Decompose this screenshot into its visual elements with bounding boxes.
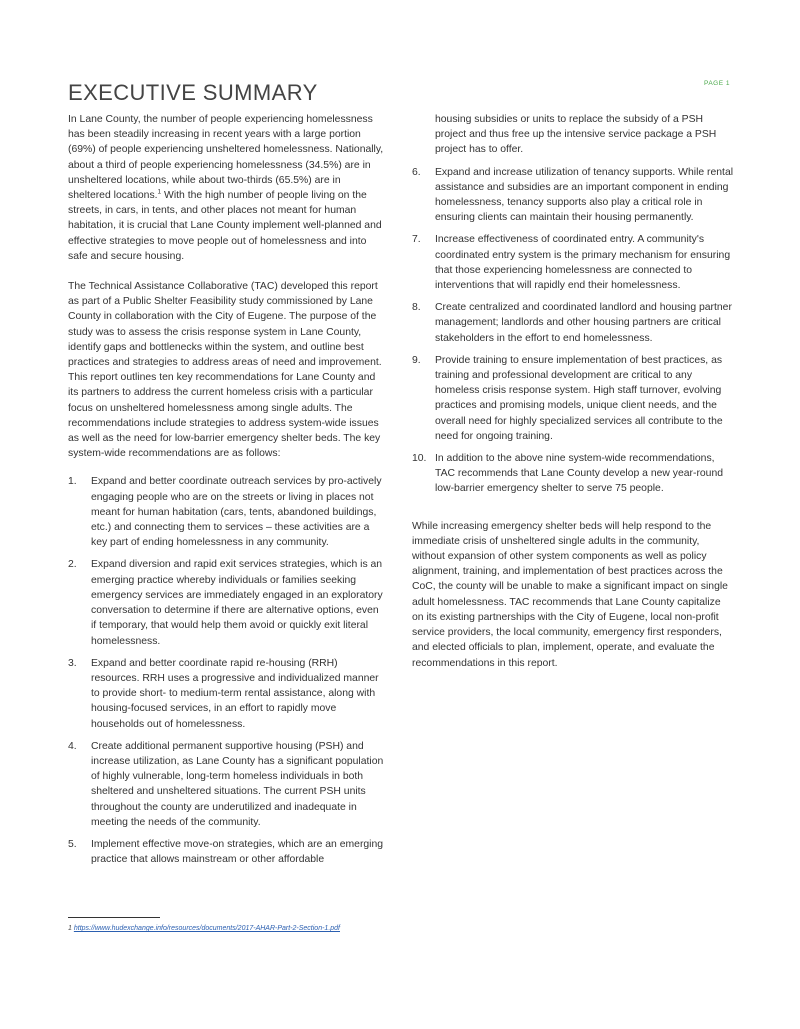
recommendation-text: Increase effectiveness of coordinated entry. A community's coordinated entry system is the primary mechanism for ensuring that those experiencing homelessness are connected to interventions that will rapidly end their homelessness. [435, 234, 731, 292]
recommendation-number: 1. [68, 476, 77, 488]
recommendations-list-left [68, 474, 386, 867]
intro-paragraph-1-text: In Lane County, the number of people experiencing homelessness has been steadily increasing in recent years with a large portion (69%) of people experiencing unsheltered homelessness. Nationally, about a third of people experiencing homelessness (34.5%) are in unsheltered locations, while about two-thirds (65.5%) are in sheltered locations. [68, 114, 384, 202]
recommendation-text: Expand and better coordinate rapid re-housing (RRH) resources. RRH uses a progressive and individualized manner to provide short- to medium-term rental assistance, along with housing-focused services, in an effort to rapidly move households out of homelessness. [91, 657, 379, 730]
footnote-link[interactable]: https://www.hudexchange.info/resources/documents/2017-AHAR-Part-2-Section-1.pdf [73, 925, 340, 932]
recommendation-text: Expand and increase utilization of tenancy supports. While rental assistance and subsidies are an important component in ending homelessness, tenancy supports also play a critical role in ensuring clients can maintain their housing permanently. [435, 166, 734, 224]
left-column [68, 112, 386, 874]
footnote-reference[interactable]: 1 [157, 188, 162, 196]
recommendation-number: 2. [68, 559, 77, 571]
recommendation-text: Create centralized and coordinated landlord and housing partner management; landlords and other housing partners are critical stakeholders in the effort to end homelessness. [435, 302, 732, 344]
page-title: EXECUTIVE SUMMARY [68, 80, 318, 105]
recommendation-item [412, 300, 734, 346]
recommendation-number: 3. [68, 657, 77, 669]
closing-paragraph: While increasing emergency shelter beds will help respond to the immediate crisis of unsheltered single adults in the community, without expansion of other system components as well as policy alignment, training, and implementation of best practices across the CoC, the county will be unable to make a significant impact on single adult homelessness. TAC recommends that Lane County capitalize on its existing partnerships with the City of Eugene, local non-profit service providers, the local community, emergency first responders, and elected officials to plan, implement, operate, and evaluate the recommendations in this report. [412, 520, 728, 669]
recommendation-text: Create additional permanent supportive housing (PSH) and increase utilization, as Lane County has a significant population of highly vulnerable, long-term homeless individuals in both sheltered and unsheltered situations. The current PSH units throughout the county are underutilized and inadequate in meeting the needs of the community. [91, 740, 384, 828]
recommendation-item [412, 451, 734, 497]
recommendation-number: 10. [412, 453, 427, 465]
recommendation-number: 7. [412, 234, 421, 246]
recommendation-number: 5. [68, 838, 77, 850]
recommendation-number: 9. [412, 354, 421, 366]
recommendation-item [68, 837, 386, 867]
recommendation-number: 8. [412, 302, 421, 314]
recommendations-list-right [412, 165, 734, 497]
intro-paragraph-2: The Technical Assistance Collaborative (TAC) developed this report as part of a Public Shelter Feasibility study commissioned by Lane County in collaboration with the City of Eugene. The purpose of the study was to assess the crisis response system in Lane County, identify gaps and bottlenecks within the system, and outline best practices and strategies to address areas of need and improvement. This report outlines ten key recommendations for Lane County and its partners to address the current homeless crisis with a particular focus on unsheltered homelessness among single adults. The recommendations include strategies to address system-wide issues as well as the need for low-barrier emergency shelter beds. The key system-wide recommendations are as follows: [68, 281, 382, 460]
footnote [68, 925, 340, 932]
recommendation-item [68, 739, 386, 830]
recommendation-item [412, 232, 734, 293]
recommendation-item [68, 557, 386, 648]
footnote-number: 1 [68, 925, 72, 932]
intro-paragraph-1-continued: With the high number of people living on the streets, in cars, in tents, and other places not meant for human habitation, it is crucial that Lane County implement well-planned and effective strategies to move people out of homelessness and into safe and secure housing. [68, 190, 382, 262]
recommendation-item [68, 656, 386, 732]
intro-paragraph-1 [68, 112, 386, 264]
page-number-label: PAGE 1 [703, 80, 730, 87]
recommendation-text: Implement effective move-on strategies, which are an emerging practice that allows mainstream or other affordable [91, 838, 384, 866]
recommendation-text: Expand diversion and rapid exit services strategies, which is an emerging practice whereby individuals or families seeking emergency services are immediately engaged in an exploratory conversation to determine if there are alternative options, even if temporary, that would help them avoid or quickly exit literal homelessness. [91, 559, 383, 647]
footnote-divider [68, 917, 160, 918]
recommendation-item [412, 165, 734, 226]
recommendation-item [68, 474, 386, 550]
right-column [412, 112, 734, 686]
recommendation-text: Expand and better coordinate outreach services by pro-actively engaging people who are on the streets or living in places not meant for human habitation (cars, tents, abandoned buildings, etc.) and connecting them to services – these activities are a key part of ending homelessness in any community. [91, 476, 382, 549]
recommendation-text: Provide training to ensure implementation of best practices, as training and professional development are critical to any homeless crisis response system. High staff turnover, evolving practices and promising models, unique client needs, and the overall need for highly specialized services all contribute to the need for ongoing training. [435, 354, 723, 442]
recommendation-item [412, 353, 734, 444]
recommendation-number: 4. [68, 740, 77, 752]
recommendation-5-continued: housing subsidies or units to replace the subsidy of a PSH project and thus free up the intensive service package a PSH project has to offer. [435, 114, 717, 156]
recommendation-number: 6. [412, 166, 421, 178]
recommendation-text: In addition to the above nine system-wide recommendations, TAC recommends that Lane County develop a new year-round low-barrier emergency shelter to serve 75 people. [435, 453, 724, 495]
